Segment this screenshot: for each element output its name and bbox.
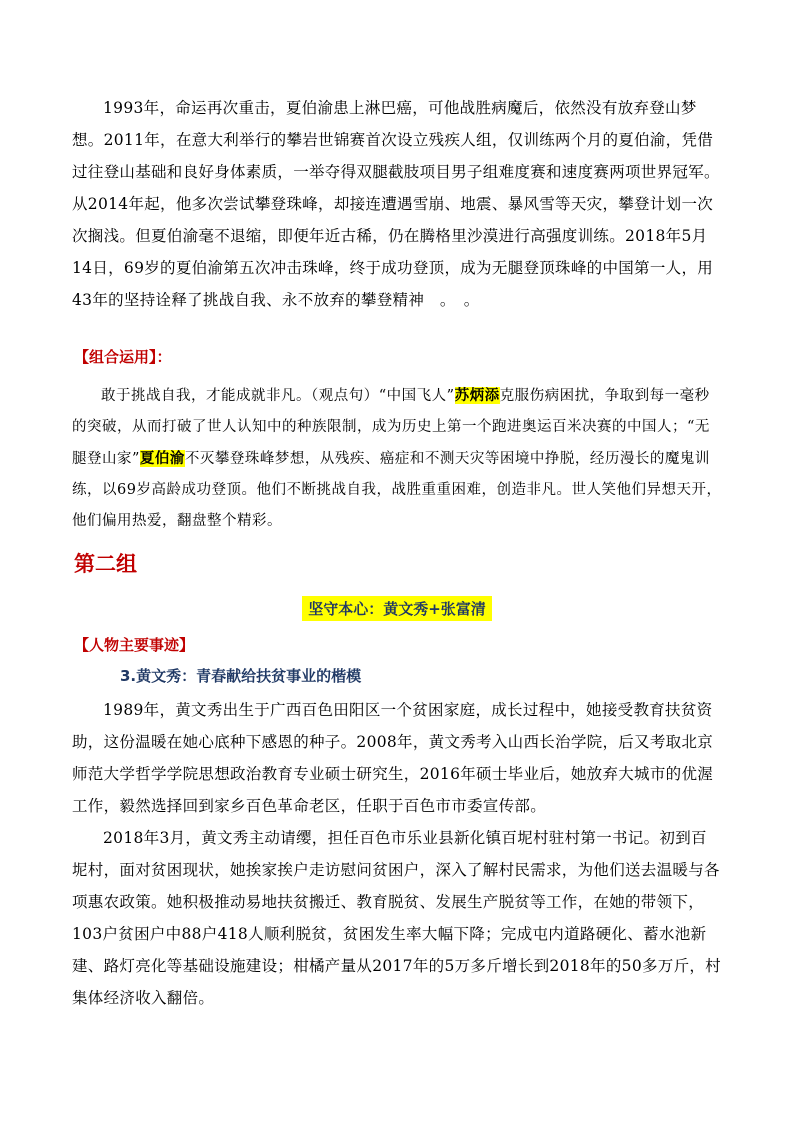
combo-text-2: 克服伤病困扰，争取到每一毫秒的突破，从而打破了世人认知中的种族限制，成为历史上第一个跑进奥运百米决赛的中国人；“无腿登山家”	[72, 388, 710, 467]
combo-label: 【组合运用】：	[74, 348, 172, 366]
combo-text-3: 不灭攀登珠峰梦想，从残疾、癌症和不测天灾等困境中挣脱，经历漫长的魔鬼训练，以69岁高龄成功登顶。他们不断挑战自我，战胜重重困难，创造非凡。世人笑他们异想天开，他们偏用热爱，翻盘整个精彩。	[72, 451, 722, 529]
highlight-su-bingtian: 苏炳添	[454, 387, 500, 404]
combo-text-1: 敢于挑战自我，才能成就非凡。（观点句）“中国飞人”	[101, 388, 455, 404]
subheading-huang-wenxiu: 3.黄文秀：青春献给扶贫事业的楷模	[120, 667, 362, 685]
paragraph-huang-1: 1989年，黄文秀出生于广西百色田阳区一个贫困家庭，成长过程中，她接受教育扶贫资助，这份温暖在她心底种下感恩的种子。2008年，黄文秀考入山西长治学院，后又考取北京师范大学哲学学院思想政治教育专业硕士研究生，2016年硕士毕业后，她放弃大城市的优渥工作，毅然选择回到家乡百色革命老区，任职于百色市市委宣传部。	[72, 701, 714, 815]
theme-heading: 坚守本心：黄文秀+张富清	[302, 596, 492, 621]
deeds-label: 【人物主要事迹】	[74, 636, 195, 654]
paragraph-huang-2: 2018年3月，黄文秀主动请缨，担任百色市乐业县新化镇百坭村驻村第一书记。初到百坭村，面对贫困现状，她挨家挨户走访慰问贫困户，深入了解村民需求，为他们送去温暖与各项惠农政策。她积极推动易地扶贫搬迁、教育脱贫、发展生产脱贫等工作，在她的带领下，103户贫困户中88户418人顺利脱贫，贫困发生率大幅下降；完成屯内道路硬化、蓄水池新建、路灯亮化等基础设施建设；柑橘产量从2017年的5万多斤增长到2018年的50多万斤，村集体经济收入翻倍。	[72, 829, 721, 1007]
theme-container	[0, 596, 794, 621]
highlight-xia-boyu: 夏伯渝	[139, 450, 185, 467]
combo-paragraph	[72, 380, 722, 537]
paragraph-xia-boyu: 1993年，命运再次重击，夏伯渝患上淋巴癌，可他战胜病魔后，依然没有放弃登山梦想。2011年，在意大利举行的攀岩世锦赛首次设立残疾人组，仅训练两个月的夏伯渝，凭借过往登山基础和良好身体素质，一举夺得双腿截肢项目男子组难度赛和速度赛两项世界冠军。从2014年起，他多次尝试攀登珠峰，却接连遭遇雪崩、地震、暴风雪等天灾，攀登计划一次次搁浅。但夏伯渝毫不退缩，即便年近古稀，仍在腾格里沙漠进行高强度训练。2018年5月14日，69岁的夏伯渝第五次冲击珠峰，终于成功登顶，成为无腿登顶珠峰的中国第一人，用43年的坚持诠释了挑战自我、永不放弃的攀登精神 。 。	[72, 99, 720, 309]
group-title: 第二组	[74, 552, 137, 576]
